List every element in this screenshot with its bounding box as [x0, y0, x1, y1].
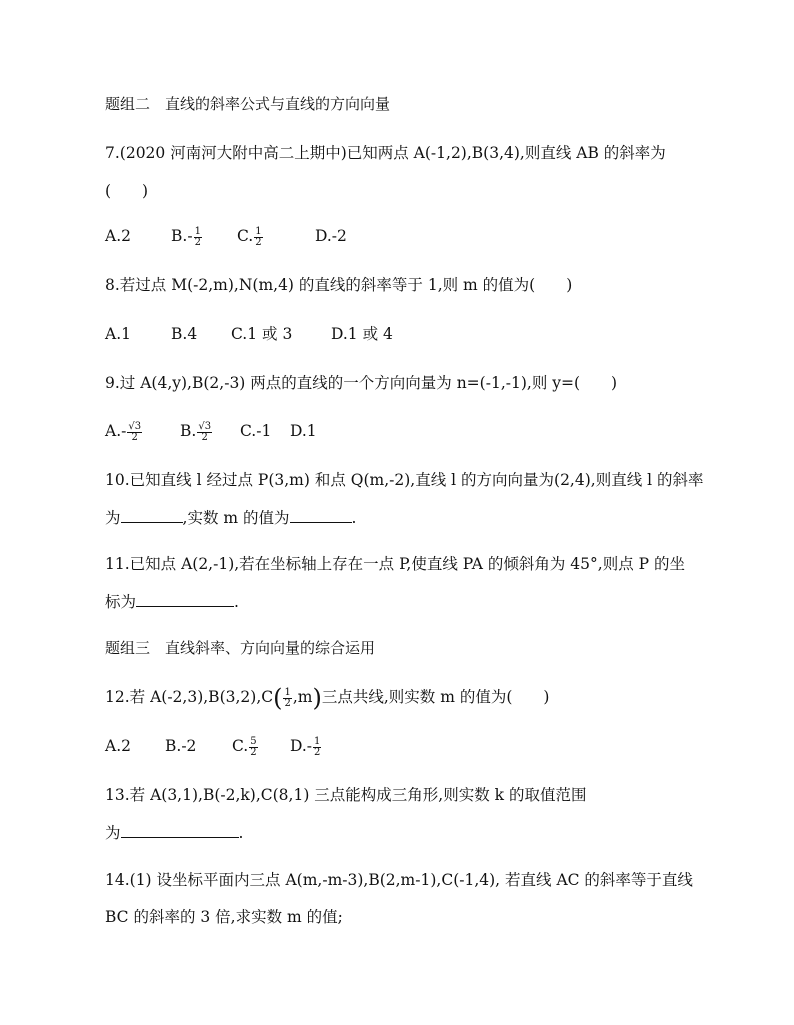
q9-option-a — [105, 420, 180, 443]
q9-option-b — [180, 420, 240, 443]
q9-b-numerator: √3 — [198, 420, 212, 432]
q12-left-paren: ( — [273, 684, 283, 712]
q7-c-denominator: 2 — [255, 236, 262, 248]
q9-a-numerator: √3 — [128, 420, 142, 432]
q7-option-b-fraction — [194, 227, 202, 248]
q12-option-d-prefix: D.- — [290, 737, 313, 755]
q9-option-a-prefix: A.- — [105, 422, 127, 440]
q7-option-b — [171, 225, 237, 248]
q10-line1: 10.已知直线 l 经过点 P(3,m) 和点 Q(m,-2),直线 l 的方向向量为(2,4),则直线 l 的斜率 — [105, 471, 704, 489]
q12-option-d — [290, 735, 322, 758]
q12-option-d-fraction — [313, 737, 321, 758]
q10-end: . — [351, 509, 357, 527]
q7-option-a: A.2 — [105, 227, 131, 245]
q7-option-c-prefix: C. — [237, 227, 254, 245]
q9-a-denominator: 2 — [131, 431, 138, 443]
q12-stem — [105, 684, 550, 712]
q12-right-paren: ) — [312, 684, 322, 712]
q12-point-c-fraction — [283, 688, 291, 709]
q9-option-d: D.1 — [290, 422, 317, 440]
q7-stem: 7.(2020 河南河大附中高二上期中)已知两点 A(-1,2),B(3,4),则直线 AB 的斜率为 — [105, 144, 666, 162]
q9-option-b-fraction — [197, 422, 212, 443]
q10-line2 — [105, 506, 356, 529]
q12-option-c — [232, 735, 290, 758]
section-heading-2: 题组二 直线的斜率公式与直线的方向向量 — [105, 95, 391, 113]
q8-option-a: A.1 — [105, 325, 131, 343]
q12-d-numerator: 1 — [314, 735, 321, 747]
q13-prefix: 为 — [105, 824, 121, 842]
q12-option-a: A.2 — [105, 737, 131, 755]
q11-blank[interactable] — [136, 590, 234, 607]
q9-option-b-prefix: B. — [180, 422, 197, 440]
q12-c-rest: ,m — [292, 688, 313, 706]
q10-prefix: 为 — [105, 509, 121, 527]
q11-end: . — [234, 593, 239, 611]
q7-b-numerator: 1 — [194, 225, 201, 237]
q9-stem: 9.过 A(4,y),B(2,-3) 两点的直线的一个方向向量为 n=(-1,-1),则 y=( ) — [105, 374, 618, 392]
q11-prefix: 标为 — [105, 593, 137, 611]
q12-option-b: B.-2 — [165, 737, 197, 755]
q7-answer-paren: ( ) — [105, 182, 149, 200]
q13-line2 — [105, 821, 243, 844]
q9-option-a-fraction — [127, 422, 142, 443]
q12-d-denominator: 2 — [314, 746, 321, 758]
q7-c-numerator: 1 — [255, 225, 262, 237]
q8-option-c: C.1 或 3 — [231, 325, 293, 343]
q9-b-denominator: 2 — [201, 431, 208, 443]
q10-blank-m[interactable] — [290, 506, 352, 523]
q13-blank[interactable] — [121, 821, 239, 838]
q13-end: . — [238, 824, 244, 842]
q8-options — [105, 323, 393, 345]
q14-line2: BC 的斜率的 3 倍,求实数 m 的值; — [105, 908, 343, 926]
q14-line1: 14.(1) 设坐标平面内三点 A(m,-m-3),B(2,m-1),C(-1,4), 若直线 AC 的斜率等于直线 — [105, 871, 693, 889]
q12-c-denominator: 2 — [284, 697, 291, 709]
q13-line1: 13.若 A(3,1),B(-2,k),C(8,1) 三点能构成三角形,则实数 k 的取值范围 — [105, 786, 587, 804]
q12-option-c-prefix: C. — [232, 737, 249, 755]
q11-line2 — [105, 590, 239, 613]
q12-c-numerator: 1 — [284, 686, 291, 698]
q8-stem: 8.若过点 M(-2,m),N(m,4) 的直线的斜率等于 1,则 m 的值为( ) — [105, 276, 573, 294]
q10-blank-slope[interactable] — [121, 506, 183, 523]
q7-option-d: D.-2 — [315, 227, 347, 245]
q12-option-c-fraction — [249, 737, 257, 758]
q12-prefix: 12.若 A(-2,3),B(3,2),C — [105, 688, 274, 706]
q7-options — [105, 225, 347, 248]
q7-b-denominator: 2 — [194, 236, 201, 248]
q12-option-c-numerator: 5 — [250, 735, 257, 747]
q8-option-b: B.4 — [171, 325, 198, 343]
q12-options — [105, 735, 322, 758]
q7-option-c-fraction — [254, 227, 262, 248]
q12-option-c-denominator: 2 — [250, 746, 257, 758]
q10-middle-text: ,实数 m 的值为 — [182, 509, 290, 527]
q9-option-c: C.-1 — [240, 422, 272, 440]
q7-option-b-prefix: B.- — [171, 227, 193, 245]
q12-suffix: 三点共线,则实数 m 的值为( ) — [321, 688, 550, 706]
q9-options — [105, 420, 317, 443]
q8-option-d: D.1 或 4 — [331, 325, 393, 343]
q11-line1: 11.已知点 A(2,-1),若在坐标轴上存在一点 P,使直线 PA 的倾斜角为 45°,则点 P 的坐 — [105, 555, 685, 573]
q7-option-c — [237, 225, 315, 248]
section-heading-3: 题组三 直线斜率、方向向量的综合运用 — [105, 639, 376, 657]
